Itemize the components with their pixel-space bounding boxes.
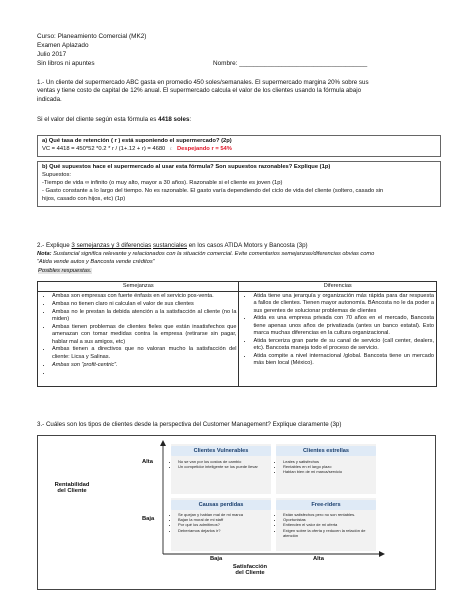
q2-text-underlined: 3 semejanzas y 3 diferencias	[71, 242, 152, 249]
x-axis-label-line: Satisfacción	[232, 564, 268, 570]
q2-note	[37, 251, 441, 266]
q1a-formula: VC = 4418 = 450*52 *0.2 * r / (1+.12 + r) = 4680	[42, 146, 166, 152]
q2-note-line: Sustancial significa relevante y relacionados con la situación comercial. Evite comentarios semejanzas/diferencias obvias como	[53, 251, 375, 257]
column-header-diferencias: Diferencias	[239, 282, 437, 292]
list-item: • Están satisfechos pero no son rentables.	[283, 512, 371, 517]
q2-possible-label: Posibles respuestas.	[38, 268, 92, 274]
list-item: • Atida terceriza gran parte de su canal de servicio (call center, dealers, etc). Bancosta maneja todo el proceso de servicio.	[253, 338, 434, 353]
quadrant-estrellas	[276, 444, 376, 494]
x-axis-arrowhead-icon	[379, 551, 385, 557]
q2-statement	[37, 242, 308, 250]
comment-marker-icon: ℂ	[169, 147, 173, 151]
x-tick-baja: Baja	[210, 556, 223, 562]
q2-note-line: “Atida vende autos y Bancosta vende créditos”	[37, 258, 155, 265]
list-item: • Atida compite a nivel internacional /global. Bancosta tiene un mercado más bien local (México).	[253, 353, 434, 368]
q1b-line: -Tiempo de vida ∞ infinito (o muy alto, mayor a 30 años). Razonable si el cliente es joven (1p)	[42, 180, 283, 186]
q3-statement: 3.- Cuáles son los tipos de clientes desde la perspectiva del Customer Management? Explique claramente (3p)	[37, 421, 342, 428]
q1-line: indicada.	[37, 95, 62, 103]
list-item: • Leales y satisfechos	[283, 459, 371, 464]
list-item: • Bajan la moral de mi staff	[178, 517, 266, 522]
list-item: • Atida es una empresa privada con 70 años en el mercado, Bancosta tiene apenas unos años de privatizada (antes un banco estatal). Esto marca muchas diferencias en la cultura organizacional.	[253, 315, 434, 337]
y-tick-baja: Baja	[142, 516, 155, 522]
q1a-box	[37, 135, 441, 157]
q1a-answer-line	[42, 146, 232, 154]
quadrant-list	[276, 512, 371, 538]
list-item: • Ambas son empresas con fuerte énfasis en el servicio pos-venta.	[52, 293, 236, 300]
list-item: • Por qué los admitimos?	[178, 522, 266, 527]
list-item: • Oportunistas	[283, 517, 371, 522]
q1b-line: Supuestos:	[42, 172, 72, 178]
list-item-text: Ambas son “profit-centric”.	[52, 361, 118, 368]
quadrant-causas-perdidas	[171, 498, 271, 551]
q1-value-prefix: Si el valor del cliente según esta fórmula es	[37, 116, 159, 123]
q1b-line: - Gasto constante a lo largo del tiempo. No es razonable. El gasto varía dependiendo del ciclo de vida del cliente (soltero, casado sin	[42, 188, 384, 194]
x-axis-label-line: del Cliente	[235, 570, 265, 576]
list-item: • Hablan bien de mi marca/servicio	[283, 469, 371, 474]
quadrant-vulnerables	[171, 444, 271, 494]
list-item: • Un competidor inteligente se los puede llevar	[178, 464, 266, 469]
semejanzas-list	[40, 293, 236, 377]
quadrant-free-riders	[276, 498, 376, 551]
list-item	[52, 362, 236, 369]
list-item: • Ambas tienen problemas de clientes fieles que están insatisfechos que amenazan con tomar medidas contra la empresa (retirarse sin pagar, hablar mal a sus amigos, etc)	[52, 324, 236, 346]
q1b-box	[37, 161, 441, 207]
list-item: • Exigen sobre la oferta y reducen la relación de atención	[283, 528, 371, 538]
list-item: • Entienden el valor de mi oferta	[283, 522, 371, 527]
list-item-empty	[52, 370, 236, 377]
quadrant-title: Causas perdidas	[171, 500, 271, 510]
q2-note-label: Nota:	[37, 251, 52, 257]
q1a-result: Despejando r = 54%	[176, 146, 232, 152]
q1-line: 1.- Un cliente del supermercado ABC gasta en promedio 450 soles/semanales. El supermercado margina 20% sobre sus	[37, 79, 369, 86]
y-axis-label-line: del Cliente	[57, 488, 87, 494]
exam-type: Examen Aplazado	[37, 42, 89, 49]
q1-statement	[37, 79, 439, 104]
q1-value-suffix: :	[189, 116, 192, 123]
y-tick-alta: Alta	[142, 459, 153, 465]
quadrant-list	[171, 459, 266, 469]
exam-rules: Sin libros ni apuntes	[37, 60, 95, 67]
q1a-label: a) Qué tasa de retención ( r ) está suponiendo el supermercado? (2p)	[42, 138, 232, 144]
q2-possible-answers	[38, 267, 92, 275]
quadrant-title: Clientes estrellas	[276, 446, 376, 456]
q1-line: ventas y tiene costo de capital de 12% anual. El supermercado calcula el valor de los clientes usando la fórmula abajo	[37, 87, 362, 95]
list-item: • No se van por los costos de cambio	[178, 459, 266, 464]
customer-matrix-figure	[37, 435, 436, 590]
quadrant-title: Clientes Vulnerables	[171, 446, 271, 456]
list-item: • Deberíamos dejarlos ir?	[178, 528, 266, 533]
list-item: • Rentables en el largo plazo	[283, 464, 371, 469]
q2-text-underlined: sustanciales	[152, 242, 187, 249]
similarities-differences-table	[37, 281, 437, 387]
student-name-line: Nombre: ____________________________________	[213, 60, 368, 67]
q1-value-bold: 4418 soles	[158, 116, 190, 123]
q2-text: 2.- Explique	[37, 242, 72, 249]
course-title: Curso: Planeamiento Comercial (MK2)	[37, 33, 147, 40]
y-axis-arrowhead-icon	[160, 440, 166, 446]
list-item: • Ambas tienen a directivos que no valoran mucho la satisfacción del cliente: Licsa y Salinas.	[52, 346, 236, 361]
quadrant-title: Free-riders	[276, 500, 376, 510]
y-axis-label-line: Rentabilidad	[54, 482, 90, 488]
list-item: • Atida tiene una jerarquía y organización más rápida para dar respuesta a fallos de clientes. Tienen mayor autonomía. BAncosta no le da poder a sus gerentes de solucionar problemas de clientes	[253, 293, 434, 315]
diferencias-list	[241, 293, 434, 368]
quadrant-list	[171, 512, 266, 533]
list-item: • Se quejan y hablan mal de mi marca	[178, 512, 266, 517]
x-tick-alta: Alta	[313, 556, 324, 562]
q1-value-line	[37, 116, 191, 124]
exam-date: Julio 2017	[37, 51, 67, 58]
q2-text: en los casos ATIDA Motors y Bancosta (3p)	[187, 242, 308, 249]
list-item: • Ambas no tienen claro ni calculan el valor de sus clientes	[52, 301, 236, 308]
list-item: • Ambas no le prestan la debida atención a la satisfacción al cliente (no la miden)	[52, 309, 236, 324]
quadrant-list	[276, 459, 371, 475]
q1b-line: hijos, casado con hijos, etc) (1p)	[42, 196, 126, 202]
column-header-semejanzas: Semejanzas	[38, 282, 239, 292]
q1b-label: b) Qué supuestos hace el supermercado al usar esta fórmula? Son supuestos razonables? Explique (1p)	[42, 164, 331, 170]
